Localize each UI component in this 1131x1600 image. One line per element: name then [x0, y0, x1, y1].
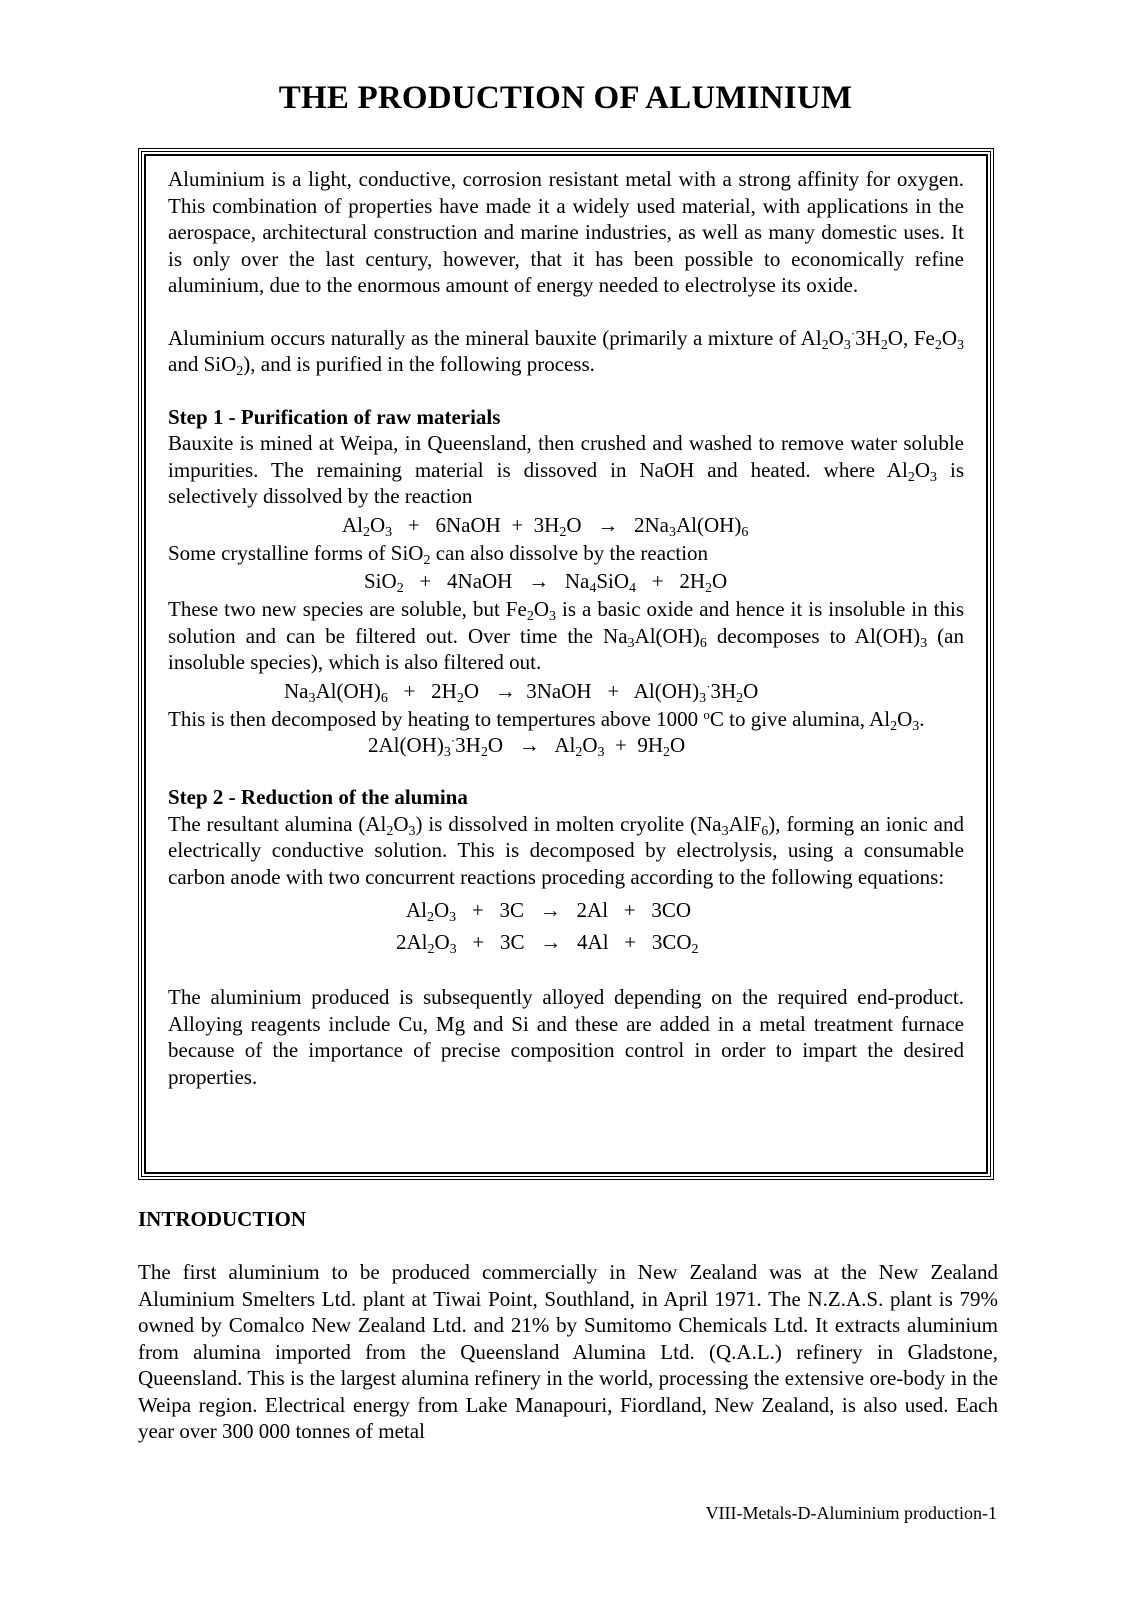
- summary-paragraph-1: Aluminium is a light, conductive, corrosion resistant metal with a strong affinity for oxygen. This combination of properties have made it a widely used material, with applications in the aerospace, architectural construction and marine industries, as well as many domestic uses. It is only over the last century, however, that it has been possible to economically refine aluminium, due to the enormous amount of energy needed to electrolyse its oxide.: [168, 167, 964, 297]
- summary-box-content: [168, 166, 964, 1090]
- step-1-equation-4: $2Al(OH)_3^\cdot 3H_2O \to Al_2O_3 + 9H_2O$: [368, 733, 686, 760]
- step-1-heading: Step 1 - Purification of raw materials: [168, 404, 501, 429]
- step-2-paragraph-1: The resultant alumina $(Al_2O_3)$ is dissolved in molten cryolite $(Na_3AlF_6)$, forming an ionic and electrically conductive solution. This is decomposed by electrolysis, using a consumable carbon anode with two concurrent reactions proceding according to the following equations:: [168, 811, 964, 889]
- step-1-equation-1: $Al_2O_3$ + 6NaOH + $3H_2O \to 2Na_3Al(OH)_6$: [342, 512, 749, 540]
- step-2-equation-1: $Al_2O_3 + 3C \to 2Al + 3CO$: [406, 898, 692, 925]
- introduction-heading: INTRODUCTION: [138, 1207, 307, 1231]
- page-footer: VIII-Metals-D-Aluminium production-1: [705, 1503, 997, 1523]
- step-1-paragraph-2: Some crystalline forms of SiO$_2$ can also dissolve by the reaction: [168, 540, 709, 568]
- step-2-equation-2: $2Al_2O_3 + 3C \to 4Al + 3CO_2$: [396, 930, 699, 957]
- step-2-heading: Step 2 - Reduction of the alumina: [168, 785, 468, 809]
- step-1-paragraph-3: These two new species are soluble, but $Fe_2O_3$ is a basic oxide and hence it is insoluble in this solution and can be filtered out. Over time the $Na_3Al(OH)_6$ decomposes to $Al(OH)_3$ (an insoluble species), which is also filtered out.: [168, 597, 964, 674]
- step-1-equation-2: SiO$_2$ + 4NaOH → $Na_4SiO_4 + 2H_2O$: [364, 569, 728, 596]
- step-1-paragraph-4: This is then decomposed by heating to tempertures above 1000 $^o$C to give alumina, $Al_2O_3$.: [168, 706, 925, 734]
- summary-paragraph-2: Aluminium occurs naturally as the mineral bauxite (primarily a mixture of $Al_2O_3^\cdot 3H_2O$, $Fe_2O_3$ and SiO$_2$), and is purified in the following process.: [168, 325, 964, 379]
- step-1-equation-3: $Na_3Al(OH)_6 + 2H_2O$ → 3NaOH + $Al(OH)_3^\cdot 3H_2O$: [284, 678, 759, 706]
- introduction-paragraph: The first aluminium to be produced commercially in New Zealand was at the New Zealand Aluminium Smelters Ltd. plant at Tiwai Point, Southland, in April 1971. The N.Z.A.S. plant is 79% owned by Comalco New Zealand Ltd. and 21% by Sumitomo Chemicals Ltd. It extracts aluminium from alumina imported from the Queensland Alumina Ltd. (Q.A.L.) refinery in Gladstone, Queensland. This is the largest alumina refinery in the world, processing the extensive ore-body in the Weipa region. Electrical energy from Lake Manapouri, Fiordland, New Zealand, is also used. Each year over 300 000 tonnes of metal: [138, 1260, 998, 1443]
- page-title: THE PRODUCTION OF ALUMINIUM: [278, 80, 853, 116]
- step-1-paragraph-1: Bauxite is mined at Weipa, in Queensland, then crushed and washed to remove water soluble impurities. The remaining material is dissoved in NaOH and heated. where $Al_2O_3$ is selectively dissolved by the reaction: [168, 431, 964, 508]
- summary-box: [138, 148, 994, 1180]
- closing-paragraph: The aluminium produced is subsequently alloyed depending on the required end-product. Alloying reagents include Cu, Mg and Si and these are added in a metal treatment furnace because of the importance of precise composition control in order to impart the desired properties.: [168, 985, 964, 1089]
